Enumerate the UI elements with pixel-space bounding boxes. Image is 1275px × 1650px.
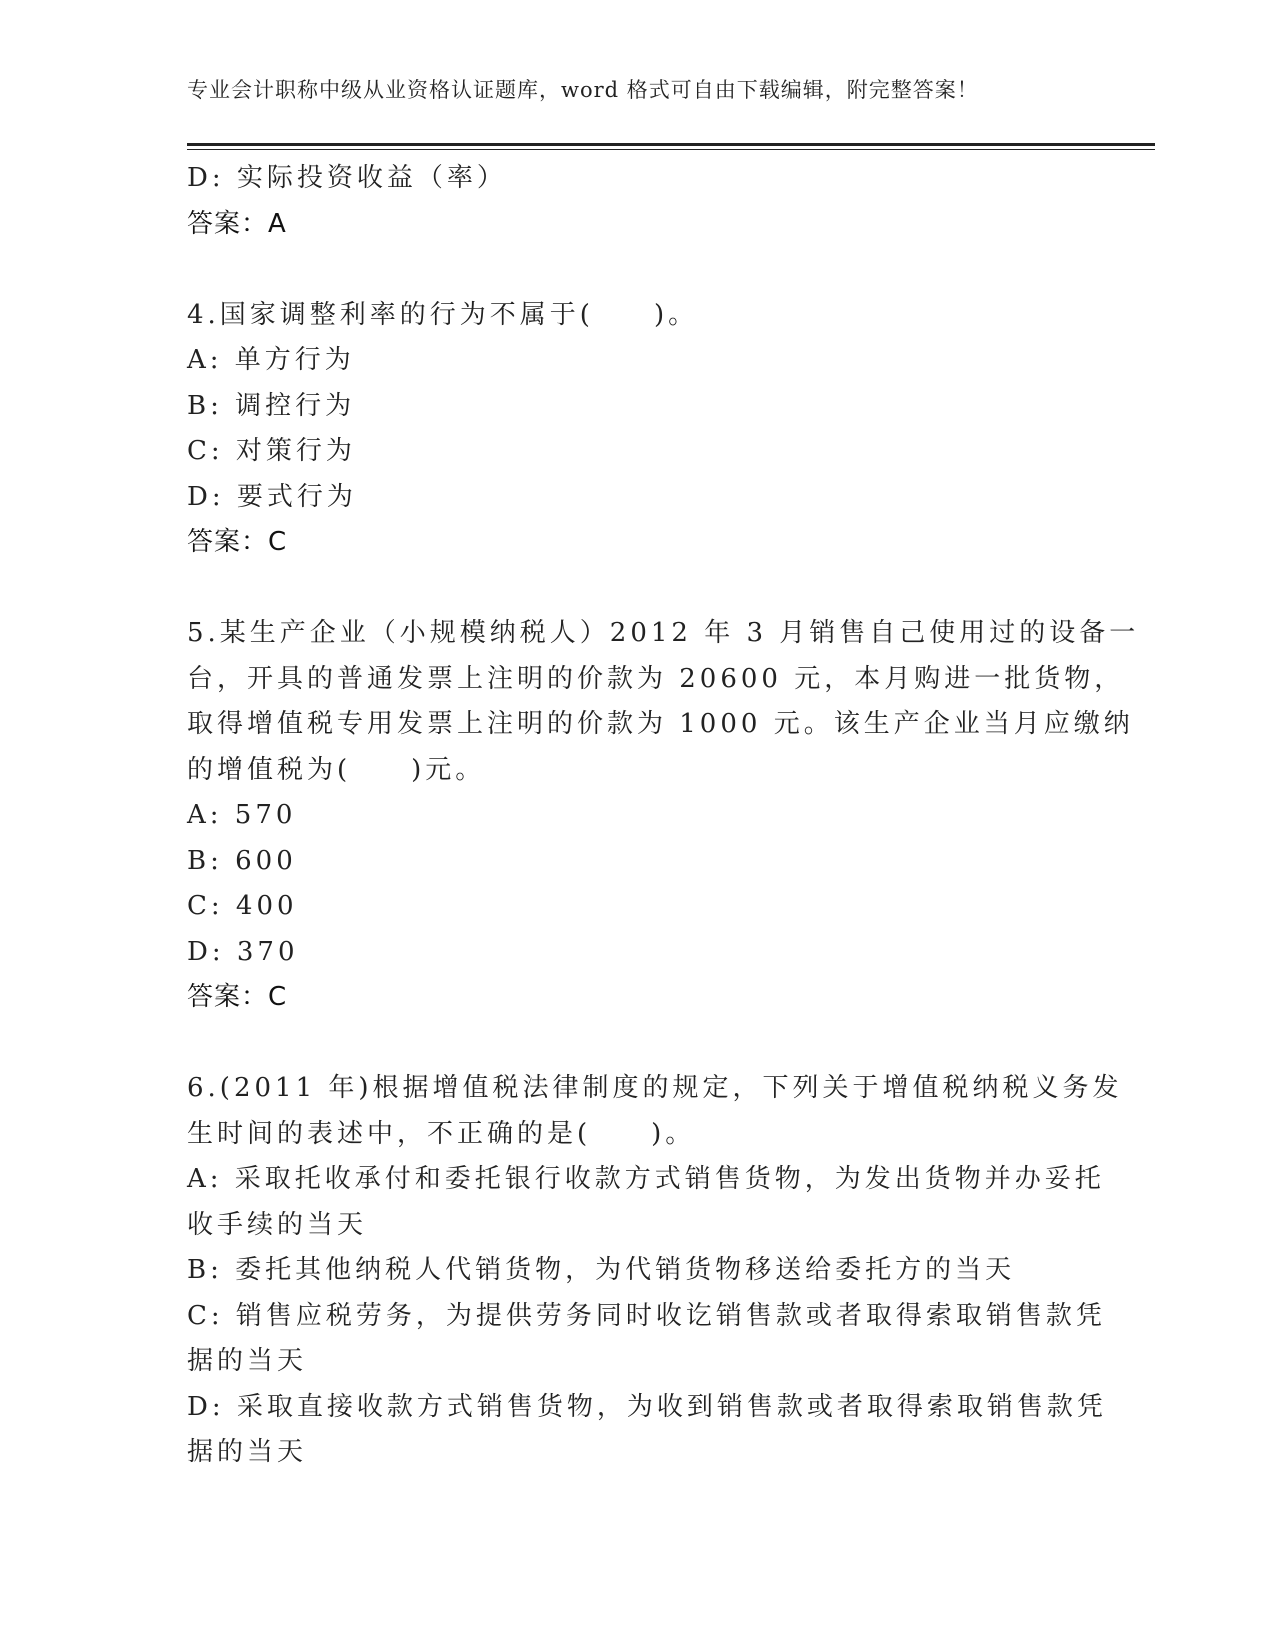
question-6-option-b [187, 1248, 1067, 1294]
question-6-stem-line: 6.(2011 年)根据增值税法律制度的规定，下列关于增值税纳税义务发 [187, 1073, 1123, 1103]
question-4-option-d: D: 要式行为 [187, 481, 357, 512]
question-4-option-a: A: 单方行为 [187, 345, 355, 375]
question-5-stem-line: 取得增值税专用发票上注明的价款为 1000 元。该生产企业当月应缴纳 [187, 709, 1134, 739]
question-5-stem-line: 台，开具的普通发票上注明的价款为 20600 元，本月购进一批货物， [187, 663, 1125, 694]
prev-option-d: D: 实际投资收益（率） [187, 163, 507, 193]
question-6-option-d-line: 据的当天 [187, 1437, 308, 1467]
question-6-option-a-line: 收手续的当天 [187, 1209, 368, 1240]
question-5-option-d: D: 370 [187, 936, 299, 967]
question-content [187, 156, 1140, 1476]
question-4-stem: 4.国家调整利率的行为不属于( )。 [187, 299, 699, 330]
question-6 [187, 1066, 1123, 1157]
question-6-option-a [187, 1157, 1105, 1248]
page-header: 专业会计职称中级从业资格认证题库，word 格式可自由下载编辑，附完整答案！ [187, 78, 979, 102]
prev-answer: 答案：A [187, 208, 287, 239]
question-5-stem-line: 的增值税为( )元。 [187, 754, 486, 785]
question-4 [187, 293, 1067, 339]
question-6-stem-line: 生时间的表述中，不正确的是( )。 [187, 1118, 696, 1149]
question-6-option-c [187, 1294, 1106, 1385]
question-6-option-a-line: A: 采取托收承付和委托银行收款方式销售货物，为发出货物并办妥托 [187, 1164, 1105, 1194]
question-6-option-c-line: C: 销售应税劳务，为提供劳务同时收讫销售款或者取得索取销售款凭 [187, 1300, 1106, 1331]
question-4-option-b: B: 调控行为 [187, 390, 356, 421]
question-6-option-b-line: B: 委托其他纳税人代销货物，为代销货物移送给委托方的当天 [187, 1255, 1016, 1285]
question-5-option-b: B: 600 [187, 845, 297, 876]
spacer [187, 1021, 1067, 1067]
question-4-option-c: C: 对策行为 [187, 436, 356, 466]
question-6-option-c-line: 据的当天 [187, 1346, 308, 1376]
question-4-answer: 答案：C [187, 527, 288, 557]
spacer [187, 566, 1067, 612]
spacer [187, 247, 1067, 293]
question-5-answer: 答案：C [187, 982, 288, 1012]
question-5-stem-line: 5.某生产企业（小规模纳税人）2012 年 3 月销售自己使用过的设备一 [187, 618, 1140, 648]
question-5-option-c: C: 400 [187, 891, 298, 921]
header-rule-thin [187, 149, 1155, 150]
question-6-option-d [187, 1385, 1107, 1476]
question-6-option-d-line: D: 采取直接收款方式销售货物，为收到销售款或者取得索取销售款凭 [187, 1391, 1107, 1422]
header-rule-thick [187, 143, 1155, 146]
question-5-option-a: A: 570 [187, 800, 297, 830]
question-5 [187, 611, 1140, 793]
